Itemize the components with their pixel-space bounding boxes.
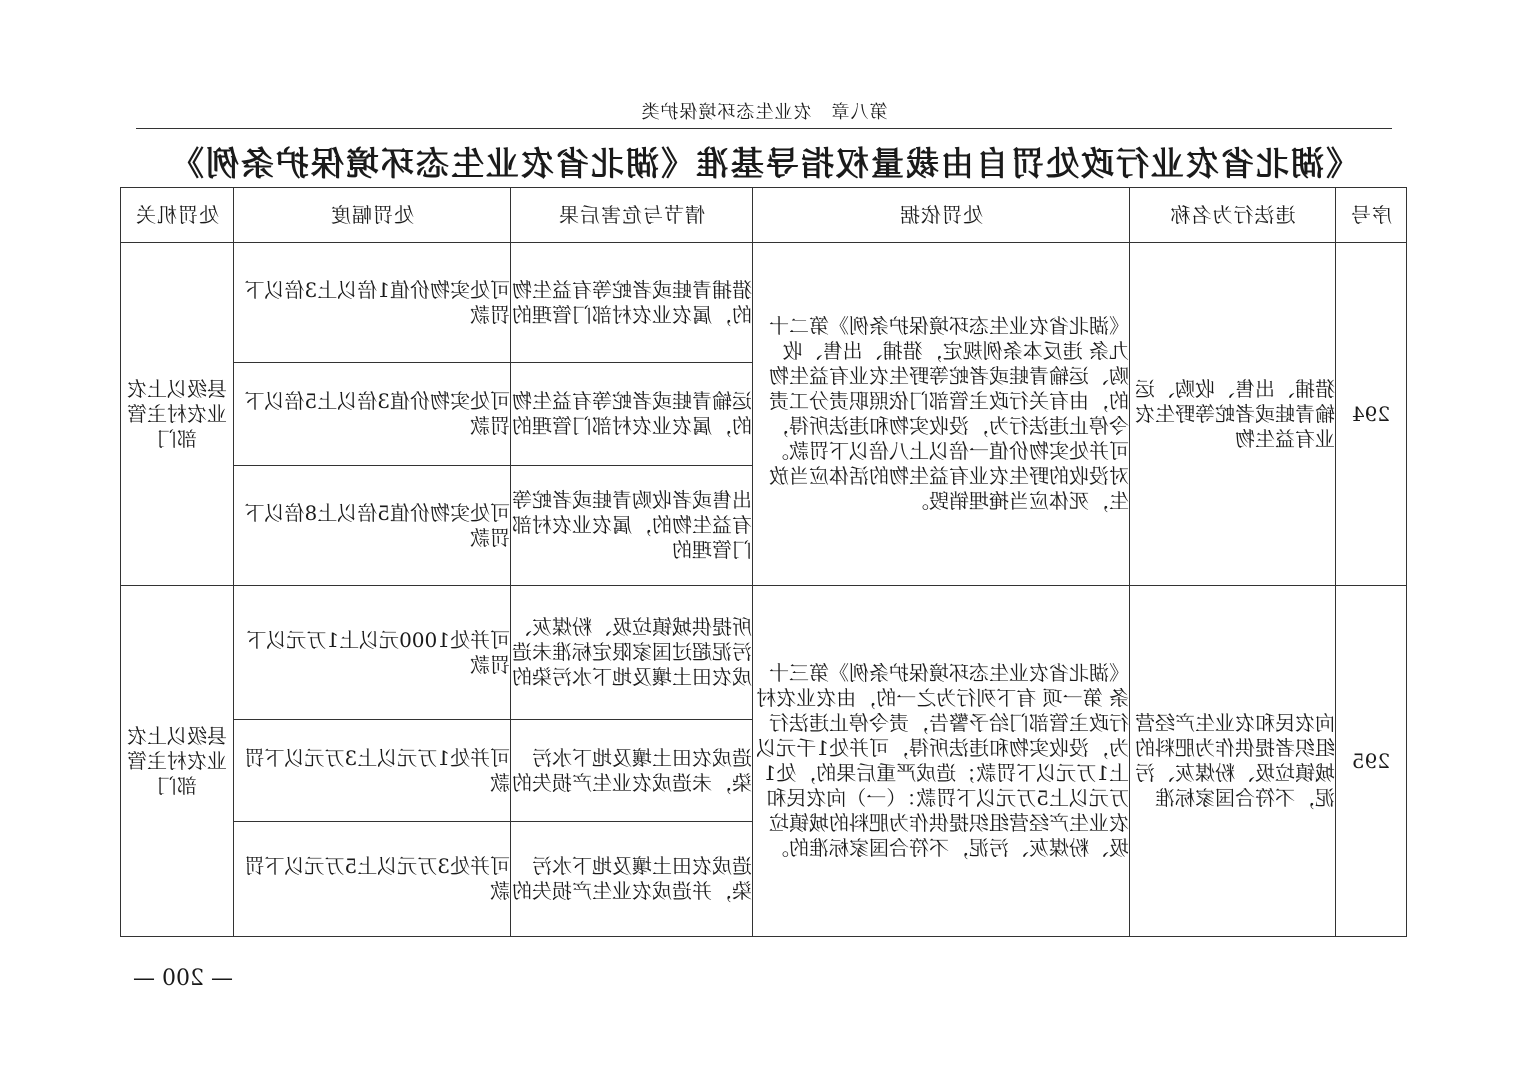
authority-cell: 县级以上农业农村主管部门 bbox=[121, 243, 234, 586]
header-range: 处罚幅度 bbox=[234, 188, 511, 243]
range-cell: 可处实物价值3倍以上5倍以下罚款 bbox=[234, 363, 511, 466]
document-title: 《湖北省农业行政处罚自由裁量权指导基准《湖北省农业生态环境保护条例》 bbox=[169, 144, 1359, 183]
table-row bbox=[121, 586, 1407, 720]
header-basis: 处罚依据 bbox=[753, 188, 1130, 243]
basis-cell: 《湖北省农业生态环境保护条例》第二十九条 违反本条例规定，猎捕、出售、收购、运输青蛙或者蛇等野生农业有益生物的，由有关行政主管部门依照职责分工责令停止违法行为，没收实物和违法所得，可并处实物价值一倍以上八倍以下罚款。对没收的野生农业有益生物的活体应当放生，死体应当掩埋销毁。 bbox=[753, 243, 1130, 586]
basis-cell: 《湖北省农业生态环境保护条例》第三十条 第一项 有下列行为之一的，由农业农村行政主管部门给予警告，责令停止违法行为，没收实物和违法所得，可并处1千元以上1万元以下罚款；造成严重后果的，处1万元以上5万元以下罚款：（一）向农民和农业生产经营组织提供作为肥料的城镇垃圾、粉煤灰、污泥，不符合国家标准的。 bbox=[753, 586, 1130, 937]
running-head: 第八章 农业生态环境保护类 bbox=[640, 102, 888, 123]
range-cell: 可并处1000元以上1万元以下罚款 bbox=[234, 586, 511, 720]
seq-cell: 294 bbox=[1336, 243, 1407, 586]
circumstance-cell: 出售或者收购青蛙或者蛇等有益生物的，属农业农村部门管理的 bbox=[511, 466, 753, 586]
circumstance-cell: 造成农田土壤及地下水污染，并造成农业生产损失的 bbox=[511, 822, 753, 937]
circumstance-cell: 所提供城镇垃圾、粉煤灰、污泥超过国家限定标准未造成农田土壤及地下水污染的 bbox=[511, 586, 753, 720]
violation-cell: 猎捕、出售、收购、运输青蛙或者蛇等野生农业有益生物 bbox=[1130, 243, 1336, 586]
header-violation: 违法行为名称 bbox=[1130, 188, 1336, 243]
header-circumstance: 情节与危害后果 bbox=[511, 188, 753, 243]
header-authority: 处罚机关 bbox=[121, 188, 234, 243]
violation-cell: 向农民和农业生产经营组织者提供作为肥料的城镇垃圾、粉煤灰、污泥，不符合国家标准 bbox=[1130, 586, 1336, 937]
range-cell: 可处实物价值5倍以上8倍以下罚款 bbox=[234, 466, 511, 586]
range-cell: 可处实物价值1倍以上3倍以下罚款 bbox=[234, 243, 511, 363]
table-row bbox=[121, 243, 1407, 363]
penalty-standards-table bbox=[120, 187, 1407, 937]
range-cell: 可并处3万元以上5万元以下罚款 bbox=[234, 822, 511, 937]
table-header-row bbox=[121, 188, 1407, 243]
page-number: — 200 — bbox=[133, 966, 233, 991]
circumstance-cell: 猎捕青蛙或者蛇等有益生物的，属农业农村部门管理的 bbox=[511, 243, 753, 363]
range-cell: 可并处1万元以上3万元以下罚款 bbox=[234, 720, 511, 822]
circumstance-cell: 运输青蛙或者蛇等有益生物的，属农业农村部门管理的 bbox=[511, 363, 753, 466]
header-seq: 序号 bbox=[1336, 188, 1407, 243]
circumstance-cell: 造成农田土壤及地下水污染，未造成农业生产损失的 bbox=[511, 720, 753, 822]
header-rule bbox=[136, 128, 1392, 129]
seq-cell: 295 bbox=[1336, 586, 1407, 937]
authority-cell: 县级以上农业农村主管部门 bbox=[121, 586, 234, 937]
